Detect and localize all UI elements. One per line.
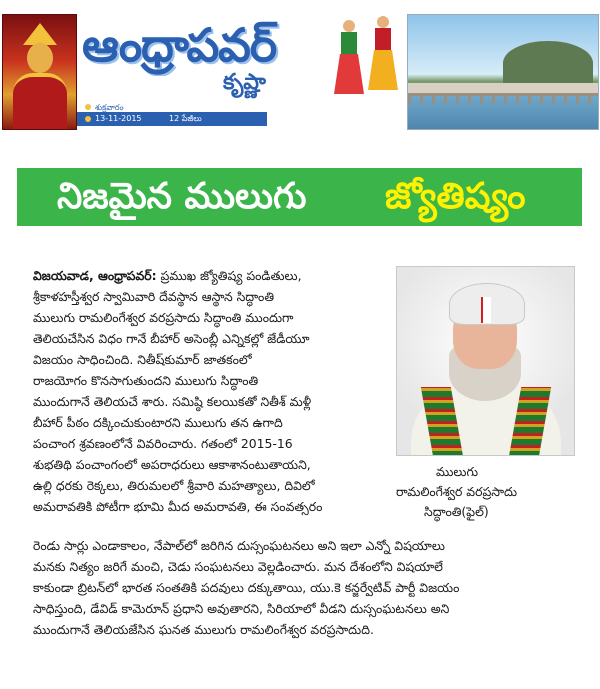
- pages-label: 12 పేజీలు: [169, 114, 202, 123]
- edition-name: కృష్ణా: [223, 70, 266, 95]
- article-line: ముందుగానే తెలియజేసిన ఘనత ములుగు రామలింగేశ్వర వరప్రసాదుది.: [33, 622, 374, 637]
- masthead: [0, 0, 600, 132]
- article-line: ఉల్లి ధరకు రెక్కలు, తిరుమలలో శ్రీవారి మహత్యాలు, దివిలో: [33, 478, 315, 493]
- caption-line: ములుగు: [436, 464, 478, 479]
- article-line: రెండు సార్లు ఎండాకాలం, నేపాల్‌లో జరిగిన దుస్సంఘటనలు అని ఇలా ఎన్నో విషయాలు: [33, 538, 445, 553]
- barrage-scenery-image: [407, 14, 599, 130]
- article-line: తెలియచేసిన విధం గానే బీహార్ అసెంబ్లీ ఎన్నికల్లో జేడీయూ: [33, 331, 310, 346]
- article-line: శ్రీకాళహస్తీశ్వర స్వామివారి దేవస్థాన ఆస్థాన సిద్ధాంతి: [33, 289, 275, 304]
- article-line: మనకు నిత్యం జరిగే మంచి, చెడు సంఘటనలు వెల్లడించారు. మన దేశంలోని విషయాలే: [33, 559, 443, 574]
- date-strip: [77, 100, 405, 130]
- headline-part1: నిజమైన ములుగు: [57, 176, 307, 217]
- dancers-image: [328, 8, 404, 104]
- article-line: ముందుగానే తెలియచే శారు. సమిష్ఠి కలయికతో నితీశ్ మళ్లీ: [33, 394, 312, 409]
- dateline: విజయవాడ, ఆంధ్రాపవర్:: [33, 268, 157, 283]
- portrait-photo: [396, 266, 575, 456]
- article-line: ములుగు రామలింగేశ్వర వరప్రసాదు సిద్ధాంతి ముందుగా: [33, 310, 294, 325]
- date-label: 13-11-2015: [95, 114, 142, 123]
- article-line: విజయవాడ, ఆంధ్రాపవర్: ప్రముఖ జ్యోతిష్య పండితులు,: [33, 268, 302, 283]
- headline-part2: జ్యోతిష్యం: [385, 176, 526, 217]
- headline-banner: [17, 168, 582, 226]
- article-line: కాకుండా బ్రిటన్‌లో భారత సంతతికి పదవులు దక్కుతాయి, యు.కె కన్జర్వేటివ్ పార్టీ విజయం: [33, 580, 460, 595]
- newspaper-logo: ఆంధ్రాపవర్: [82, 18, 277, 72]
- caption-line: సిద్ధాంతి(ఫైల్): [424, 504, 489, 519]
- article-line: పంచాంగ శ్రవణంలోనే వివరించారు. గతంలో 2015-16: [33, 436, 293, 451]
- article-line: సాధిస్తుంది, డేవిడ్ కామెరూన్ ప్రధాని అవుతారని, సిరియాలో వీడని దుస్సంఘటనలు అని: [33, 601, 450, 616]
- caption-line: రామలింగేశ్వర వరప్రసాదు: [396, 484, 518, 499]
- article-line: విజయం సాధించింది. నితీష్‌కుమార్ జాతకంలో: [33, 352, 252, 367]
- deity-image: [2, 14, 77, 130]
- article-line: శుభతిథి పంచాంగంలో అపరాధరులు ఆకాశానంటుతాయని,: [33, 457, 311, 472]
- article-line: అమరావతికి పోటీగా భూమి మీద అమరావతి, ఈ సంవత్సరం: [33, 499, 323, 514]
- article-line: రాజయోగం కొనసాగుతుందని ములుగు సిద్ధాంతి: [33, 373, 259, 388]
- day-label: శుక్రవారం: [95, 103, 124, 112]
- article-line: బీహార్ పీఠం దక్కించుకుంటారని ములుగు తన ఉగాది: [33, 415, 283, 430]
